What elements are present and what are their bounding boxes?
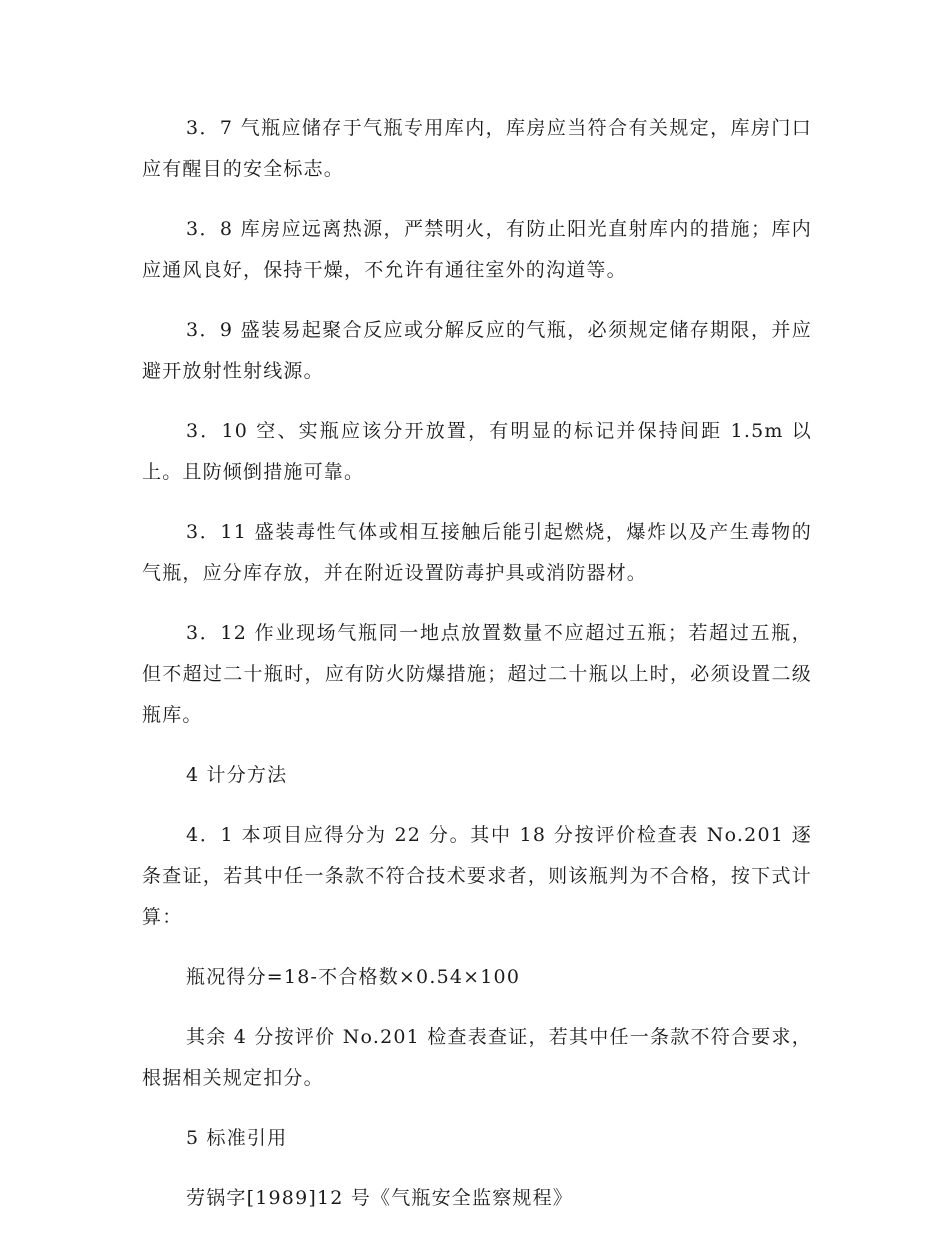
clause-4-1: 4．1 本项目应得分为 22 分。其中 18 分按评价检查表 No.201 逐条查证，若其中任一条款不符合技术要求者，则该瓶判为不合格，按下式计算： xyxy=(142,824,812,928)
reference-item: 劳锅字[1989]12 号《气瓶安全监察规程》 xyxy=(186,1187,573,1209)
clause-3-11: 3．11 盛装毒性气体或相互接触后能引起燃烧，爆炸以及产生毒物的气瓶，应分库存放，并在附近设置防毒护具或消防器材。 xyxy=(142,521,812,584)
remaining-score-text: 其余 4 分按评价 No.201 检查表查证，若其中任一条款不符合要求，根据相关规定扣分。 xyxy=(142,1026,812,1089)
clause-3-12: 3．12 作业现场气瓶同一地点放置数量不应超过五瓶；若超过五瓶，但不超过二十瓶时，应有防火防爆措施；超过二十瓶以上时，必须设置二级瓶库。 xyxy=(142,622,812,726)
clause-3-10: 3．10 空、实瓶应该分开放置，有明显的标记并保持间距 1.5m 以上。且防倾倒措施可靠。 xyxy=(142,420,812,483)
score-formula: 瓶况得分=18-不合格数×0.54×100 xyxy=(186,966,521,988)
section-heading-scoring: 4 计分方法 xyxy=(186,764,288,786)
clause-3-9: 3．9 盛装易起聚合反应或分解反应的气瓶，必须规定储存期限，并应避开放射性射线源。 xyxy=(142,319,812,382)
clause-3-7: 3．7 气瓶应储存于气瓶专用库内，库房应当符合有关规定，库房门口应有醒目的安全标志。 xyxy=(142,117,812,180)
section-heading-references: 5 标准引用 xyxy=(186,1127,288,1149)
clause-3-8: 3．8 库房应远离热源，严禁明火，有防止阳光直射库内的措施；库内应通风良好，保持干燥，不允许有通往室外的沟道等。 xyxy=(142,218,812,281)
document-body xyxy=(142,108,812,1238)
